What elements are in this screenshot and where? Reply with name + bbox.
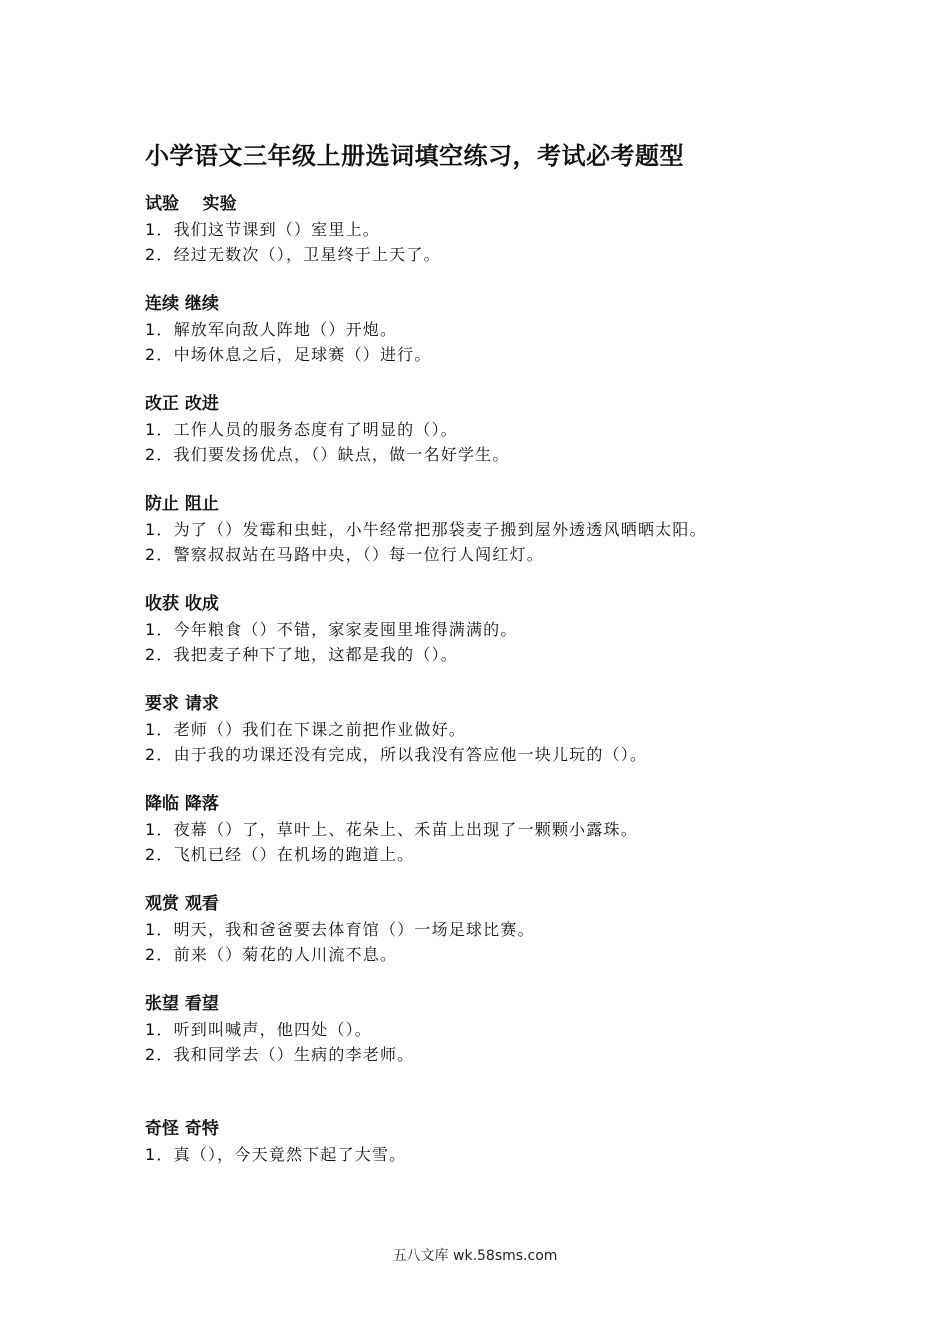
question-line: 1．为了（）发霉和虫蛀，小牛经常把那袋麦子搬到屋外透透风晒晒太阳。	[145, 520, 707, 539]
question-line: 1．解放军向敌人阵地（）开炮。	[145, 320, 398, 339]
word-pair: 收获 收成	[145, 594, 219, 614]
exercise-section	[145, 192, 815, 267]
question-line: 2．我和同学去（）生病的李老师。	[145, 1045, 415, 1064]
question-line: 2．飞机已经（）在机场的跑道上。	[145, 845, 415, 864]
question-line: 2．经过无数次（），卫星终于上天了。	[145, 245, 441, 264]
word-pair: 连续 继续	[145, 294, 219, 314]
exercise-section	[145, 592, 815, 667]
question-line: 2．我把麦子种下了地，这都是我的（）。	[145, 645, 458, 664]
word-pair: 观赏 观看	[145, 894, 219, 914]
word-pair: 要求 请求	[145, 694, 219, 714]
question-line: 1．今年粮食（）不错，家家麦囤里堆得满满的。	[145, 620, 518, 639]
word-pair: 改正 改进	[145, 394, 219, 414]
question-line: 2．我们要发扬优点，（）缺点，做一名好学生。	[145, 445, 510, 464]
word-pair: 试验 实验	[145, 194, 237, 214]
question-line: 1．我们这节课到（）室里上。	[145, 220, 380, 239]
question-line: 2．中场休息之后，足球赛（）进行。	[145, 345, 432, 364]
exercise-section	[145, 292, 815, 367]
exercise-section	[145, 392, 815, 467]
exercise-section	[145, 492, 815, 567]
question-line: 2．前来（）菊花的人川流不息。	[145, 945, 398, 964]
exercise-section	[145, 992, 815, 1067]
question-line: 1．夜幕（）了，草叶上、花朵上、禾苗上出现了一颗颗小露珠。	[145, 820, 638, 839]
footer-watermark: 五八文库 wk.58sms.com	[392, 1248, 558, 1264]
question-line: 2．由于我的功课还没有完成，所以我没有答应他一块儿玩的（）。	[145, 745, 648, 764]
word-pair: 降临 降落	[145, 794, 219, 814]
question-line: 1．听到叫喊声，他四处（）。	[145, 1020, 372, 1039]
question-line: 1．老师（）我们在下课之前把作业做好。	[145, 720, 466, 739]
page-title: 小学语文三年级上册选词填空练习，考试必考题型	[145, 142, 684, 170]
exercise-section	[145, 692, 815, 767]
question-line: 2．警察叔叔站在马路中央，（）每一位行人闯红灯。	[145, 545, 544, 564]
exercise-section	[145, 792, 815, 867]
exercise-section	[145, 892, 815, 967]
question-line: 1．工作人员的服务态度有了明显的（）。	[145, 420, 458, 439]
word-pair: 张望 看望	[145, 994, 219, 1014]
question-line: 1．明天，我和爸爸要去体育馆（）一场足球比赛。	[145, 920, 535, 939]
question-line: 1．真（），今天竟然下起了大雪。	[145, 1145, 407, 1164]
exercise-section	[145, 1117, 815, 1167]
exercise-list	[145, 192, 815, 1192]
word-pair: 防止 阻止	[145, 494, 219, 514]
word-pair: 奇怪 奇特	[145, 1119, 219, 1139]
